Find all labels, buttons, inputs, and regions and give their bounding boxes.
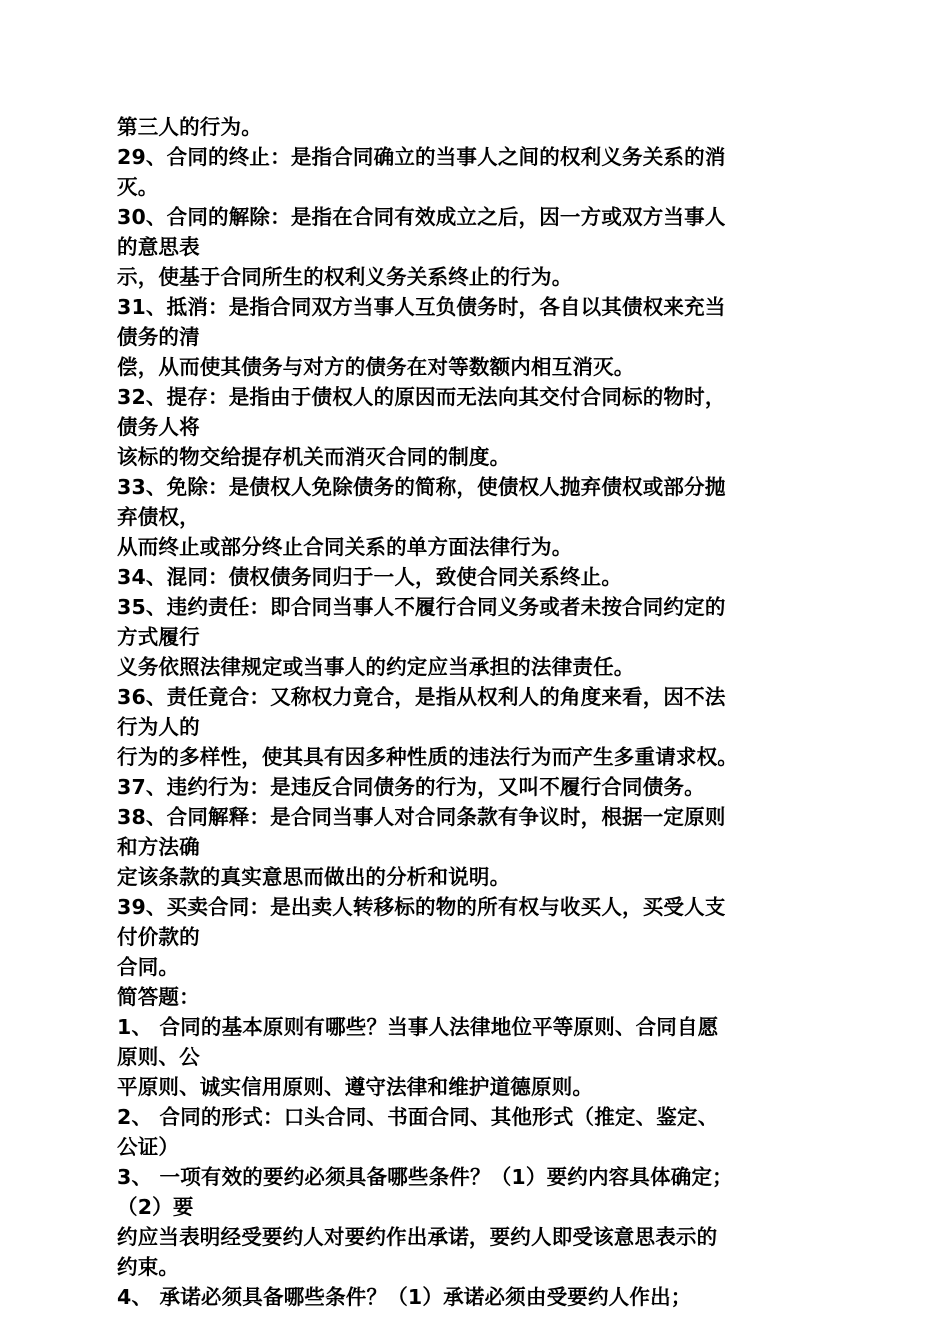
text-line: 4、 承诺必须具备哪些条件？（1）承诺必须由受要约人作出； — [117, 1285, 692, 1309]
text-line: 行为人的 — [117, 715, 200, 739]
text-line: 平原则、诚实信用原则、遵守法律和维护道德原则。 — [117, 1075, 594, 1099]
text-line: 32、提存：是指由于债权人的原因而无法向其交付合同标的物时， — [117, 385, 726, 409]
text-line: 约束。 — [117, 1255, 180, 1279]
text-line: 合同。 — [117, 955, 180, 979]
text-line: 2、 合同的形式：口头合同、书面合同、其他形式（推定、鉴定、 — [117, 1105, 719, 1129]
text-line: 39、买卖合同：是出卖人转移标的物的所有权与收买人，买受人支 — [117, 895, 726, 919]
text-line: 原则、公 — [117, 1045, 200, 1069]
text-line: 34、混同：债权债务同归于一人，致使合同关系终止。 — [117, 565, 623, 589]
text-line: 第三人的行为。 — [117, 115, 262, 139]
text-line: 弃债权， — [117, 505, 200, 529]
text-line: 定该条款的真实意思而做出的分析和说明。 — [117, 865, 511, 889]
text-line: 30、合同的解除：是指在合同有效成立之后，因一方或双方当事人 — [117, 205, 726, 229]
section-heading: 简答题： — [117, 985, 200, 1009]
text-line: 35、违约责任：即合同当事人不履行合同义务或者未按合同约定的 — [117, 595, 726, 619]
text-line: 37、违约行为：是违反合同债务的行为，又叫不履行合同债务。 — [117, 775, 705, 799]
text-line: 的意思表 — [117, 235, 200, 259]
text-line: （2）要 — [117, 1195, 194, 1219]
text-line: 方式履行 — [117, 625, 200, 649]
text-line: 行为的多样性，使其具有因多种性质的违法行为而产生多重请求权。 — [117, 745, 738, 769]
text-line: 3、 一项有效的要约必须具备哪些条件？（1）要约内容具体确定； — [117, 1165, 733, 1189]
text-line: 33、免除：是债权人免除债务的简称，使债权人抛弃债权或部分抛 — [117, 475, 726, 499]
text-line: 债务人将 — [117, 415, 200, 439]
text-line: 1、 合同的基本原则有哪些？当事人法律地位平等原则、合同自愿 — [117, 1015, 719, 1039]
text-line: 灭。 — [117, 175, 159, 199]
text-line: 付价款的 — [117, 925, 200, 949]
text-line: 从而终止或部分终止合同关系的单方面法律行为。 — [117, 535, 573, 559]
text-line: 该标的物交给提存机关而消灭合同的制度。 — [117, 445, 511, 469]
text-line: 和方法确 — [117, 835, 200, 859]
text-line: 约应当表明经受要约人对要约作出承诺，要约人即受该意思表示的 — [117, 1225, 718, 1249]
text-line: 公证） — [117, 1135, 180, 1159]
text-line: 29、合同的终止：是指合同确立的当事人之间的权利义务关系的消 — [117, 145, 726, 169]
text-line: 38、合同解释：是合同当事人对合同条款有争议时，根据一定原则 — [117, 805, 726, 829]
text-line: 31、抵消：是指合同双方当事人互负债务时，各自以其债权来充当 — [117, 295, 726, 319]
text-line: 36、责任竟合：又称权力竟合，是指从权利人的角度来看，因不法 — [117, 685, 726, 709]
text-line: 示，使基于合同所生的权利义务关系终止的行为。 — [117, 265, 573, 289]
text-line: 偿，从而使其债务与对方的债务在对等数额内相互消灭。 — [117, 355, 635, 379]
text-line: 义务依照法律规定或当事人的约定应当承担的法律责任。 — [117, 655, 635, 679]
document-body — [117, 112, 832, 1312]
text-line: 债务的清 — [117, 325, 200, 349]
